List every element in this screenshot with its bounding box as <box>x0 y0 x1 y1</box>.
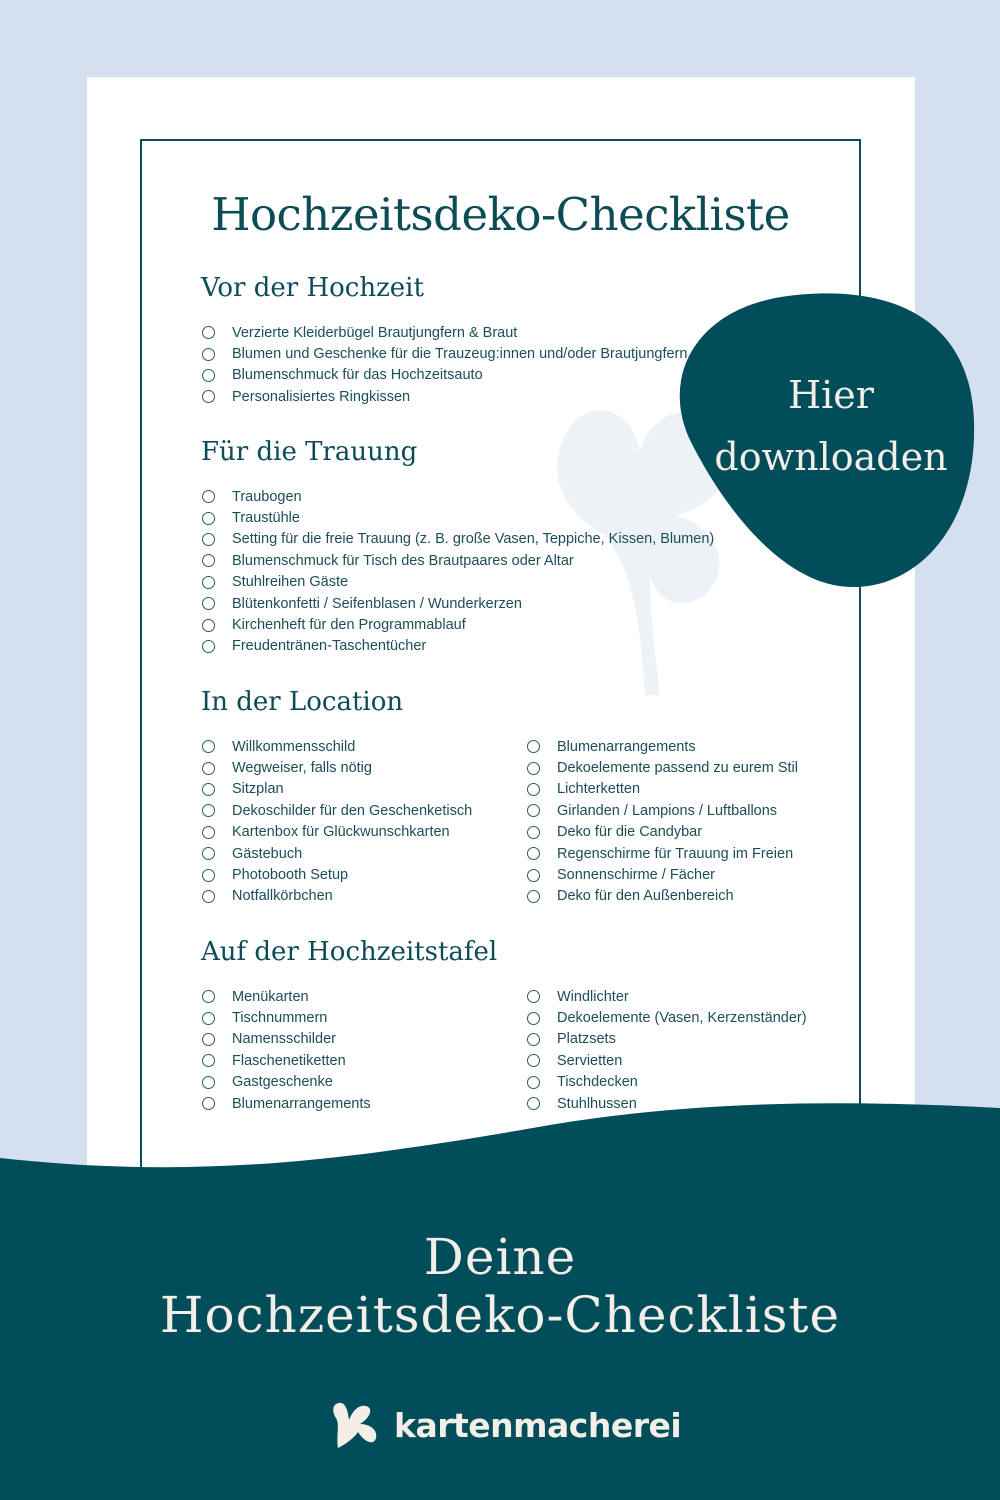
checklist-item[interactable] <box>526 1050 807 1071</box>
checklist-item-label: Blumenschmuck für das Hochzeitsauto <box>232 367 483 384</box>
checklist-item[interactable] <box>201 886 472 907</box>
checklist-item[interactable] <box>201 757 472 778</box>
checklist-item-label: Deko für die Candybar <box>557 824 703 841</box>
checklist-item[interactable] <box>201 593 714 614</box>
checklist-item-label: Blütenkonfetti / Seifenblasen / Wunderkerzen <box>232 595 522 612</box>
brand-logo <box>330 1400 681 1450</box>
checklist-item-label: Blumen und Geschenke für die Trauzeug:innen und/oder Brautjungfern <box>232 346 688 363</box>
checklist-item-label: Girlanden / Lampions / Luftballons <box>557 802 778 819</box>
checklist <box>201 986 371 1114</box>
checklist-item[interactable] <box>526 864 798 885</box>
checklist-item[interactable] <box>201 614 714 635</box>
checklist-item[interactable] <box>201 736 472 757</box>
checklist-item-label: Kirchenheft für den Programmablauf <box>232 617 466 634</box>
download-button[interactable] <box>681 364 981 488</box>
checklist-item[interactable] <box>526 822 798 843</box>
checklist-item-label: Dekoelemente passend zu eurem Stil <box>557 760 798 777</box>
checklist-item[interactable] <box>201 322 687 343</box>
checklist-item-label: Traustühle <box>232 510 300 527</box>
checklist-item[interactable] <box>201 486 714 507</box>
checklist-item-label: Wegweiser, falls nötig <box>232 760 372 777</box>
checklist-item-label: Blumenarrangements <box>232 1095 371 1112</box>
checklist-item-label: Traubogen <box>232 488 302 505</box>
checklist-item[interactable] <box>201 1050 371 1071</box>
leaf-logo-icon <box>330 1400 380 1450</box>
checkbox-circle-icon[interactable] <box>202 369 215 382</box>
checkbox-circle-icon[interactable] <box>202 847 215 860</box>
checklist-item[interactable] <box>201 986 371 1007</box>
checkbox-circle-icon[interactable] <box>202 348 215 361</box>
checkbox-circle-icon[interactable] <box>202 390 215 403</box>
checklist-item[interactable] <box>201 365 687 386</box>
checkbox-circle-icon[interactable] <box>527 869 540 882</box>
checkbox-circle-icon[interactable] <box>202 1054 215 1067</box>
checkbox-circle-icon[interactable] <box>202 512 215 525</box>
checklist-item[interactable] <box>201 843 472 864</box>
checklist-item-label: Photobooth Setup <box>232 867 349 884</box>
checklist-item[interactable] <box>201 386 687 407</box>
checklist-item[interactable] <box>526 886 798 907</box>
checkbox-circle-icon[interactable] <box>202 826 215 839</box>
checklist <box>201 322 687 408</box>
checklist-item-label: Personalisiertes Ringkissen <box>232 388 411 405</box>
checklist-item-label: Platzsets <box>557 1031 616 1048</box>
checkbox-circle-icon[interactable] <box>202 490 215 503</box>
checklist-item[interactable] <box>201 550 714 571</box>
checkbox-circle-icon[interactable] <box>527 762 540 775</box>
checklist-item-label: Deko für den Außenbereich <box>557 888 734 905</box>
checklist-item[interactable] <box>526 757 798 778</box>
checklist-item[interactable] <box>526 1072 807 1093</box>
checklist-item[interactable] <box>201 1072 371 1093</box>
checklist-item-label: Setting für die freie Trauung (z. B. große Vasen, Teppiche, Kissen, Blumen) <box>232 531 715 548</box>
checkbox-circle-icon[interactable] <box>527 740 540 753</box>
checklist-item[interactable] <box>526 779 798 800</box>
checklist-item[interactable] <box>201 1029 371 1050</box>
banner-title-line2: Hochzeitsdeko-Checkliste <box>159 1286 841 1344</box>
checklist-item-label: Namensschilder <box>232 1031 336 1048</box>
checkbox-circle-icon[interactable] <box>527 1076 540 1089</box>
section-heading: In der Location <box>201 687 404 717</box>
checklist-item-label: Notfallkörbchen <box>232 888 333 905</box>
checklist-item-label: Verzierte Kleiderbügel Brautjungfern & Braut <box>232 324 518 341</box>
checkbox-circle-icon[interactable] <box>202 1012 215 1025</box>
download-label-line2: downloaden <box>714 435 948 479</box>
checklist-item-label: Tischnummern <box>232 1010 328 1027</box>
document-title: Hochzeitsdeko-Checkliste <box>211 188 790 241</box>
checklist <box>526 736 798 907</box>
checklist-item-label: Kartenbox für Glückwunschkarten <box>232 824 450 841</box>
section-heading: Vor der Hochzeit <box>201 273 424 303</box>
checkbox-circle-icon[interactable] <box>202 890 215 903</box>
checkbox-circle-icon[interactable] <box>527 804 540 817</box>
checkbox-circle-icon[interactable] <box>202 619 215 632</box>
checklist-item-label: Freudentränen-Taschentücher <box>232 638 427 655</box>
checklist-item[interactable] <box>201 800 472 821</box>
checklist-item[interactable] <box>201 822 472 843</box>
checklist-item-label: Sonnenschirme / Fächer <box>557 867 715 884</box>
checklist-item[interactable] <box>526 843 798 864</box>
checklist-item[interactable] <box>526 986 807 1007</box>
checklist-item[interactable] <box>201 572 714 593</box>
checkbox-circle-icon[interactable] <box>202 804 215 817</box>
checklist-item[interactable] <box>526 800 798 821</box>
checkbox-circle-icon[interactable] <box>202 1033 215 1046</box>
checklist-item[interactable] <box>201 1007 371 1028</box>
checkbox-circle-icon[interactable] <box>527 1033 540 1046</box>
checkbox-circle-icon[interactable] <box>202 783 215 796</box>
checklist-item-label: Dekoelemente (Vasen, Kerzenständer) <box>557 1010 807 1027</box>
checkbox-circle-icon[interactable] <box>527 1054 540 1067</box>
checklist <box>526 986 807 1114</box>
banner-title-line1: Deine <box>423 1228 577 1286</box>
checklist <box>201 736 472 907</box>
checklist-item-label: Stuhlhussen <box>557 1095 637 1112</box>
checklist-item[interactable] <box>201 636 714 657</box>
checklist-item-label: Willkommensschild <box>232 738 356 755</box>
checklist-item-label: Menükarten <box>232 988 309 1005</box>
checklist-item-label: Blumenarrangements <box>557 738 696 755</box>
checkbox-circle-icon[interactable] <box>527 990 540 1003</box>
checkbox-circle-icon[interactable] <box>202 869 215 882</box>
checkbox-circle-icon[interactable] <box>202 326 215 339</box>
checkbox-circle-icon[interactable] <box>202 762 215 775</box>
checkbox-circle-icon[interactable] <box>202 1076 215 1089</box>
checkbox-circle-icon[interactable] <box>202 533 215 546</box>
checklist-item-label: Windlichter <box>557 988 629 1005</box>
checklist-item-label: Sitzplan <box>232 781 284 798</box>
checklist-item[interactable] <box>201 779 472 800</box>
section-heading: Für die Trauung <box>201 437 418 467</box>
checklist-item[interactable] <box>201 529 714 550</box>
checkbox-circle-icon[interactable] <box>202 990 215 1003</box>
checkbox-circle-icon[interactable] <box>527 826 540 839</box>
checkbox-circle-icon[interactable] <box>202 576 215 589</box>
checklist-item[interactable] <box>526 1029 807 1050</box>
checkbox-circle-icon[interactable] <box>202 597 215 610</box>
checkbox-circle-icon[interactable] <box>527 847 540 860</box>
checklist-item[interactable] <box>526 736 798 757</box>
checklist-item-label: Regenschirme für Trauung im Freien <box>557 845 794 862</box>
checklist <box>201 486 714 657</box>
checkbox-circle-icon[interactable] <box>202 640 215 653</box>
checklist-item-label: Servietten <box>557 1052 623 1069</box>
checkbox-circle-icon[interactable] <box>202 740 215 753</box>
section-heading: Auf der Hochzeitstafel <box>201 937 498 967</box>
checkbox-circle-icon[interactable] <box>527 1012 540 1025</box>
checkbox-circle-icon[interactable] <box>527 783 540 796</box>
checklist-item[interactable] <box>526 1007 807 1028</box>
checklist-item-label: Blumenschmuck für Tisch des Brautpaares oder Altar <box>232 552 574 569</box>
download-label-line1: Hier <box>788 373 874 417</box>
checklist-item-label: Lichterketten <box>557 781 641 798</box>
checklist-item-label: Flaschenetiketten <box>232 1052 346 1069</box>
checklist-item-label: Stuhlreihen Gäste <box>232 574 349 591</box>
checklist-item[interactable] <box>201 343 687 364</box>
checklist-item-label: Tischdecken <box>557 1074 638 1091</box>
checklist-item-label: Gästebuch <box>232 845 303 862</box>
checklist-item-label: Gastgeschenke <box>232 1074 333 1091</box>
checklist-item-label: Dekoschilder für den Geschenketisch <box>232 802 473 819</box>
checkbox-circle-icon[interactable] <box>527 890 540 903</box>
brand-name: kartenmacherei <box>394 1405 682 1445</box>
checklist-item[interactable] <box>201 864 472 885</box>
checklist-item[interactable] <box>201 507 714 528</box>
checkbox-circle-icon[interactable] <box>202 554 215 567</box>
